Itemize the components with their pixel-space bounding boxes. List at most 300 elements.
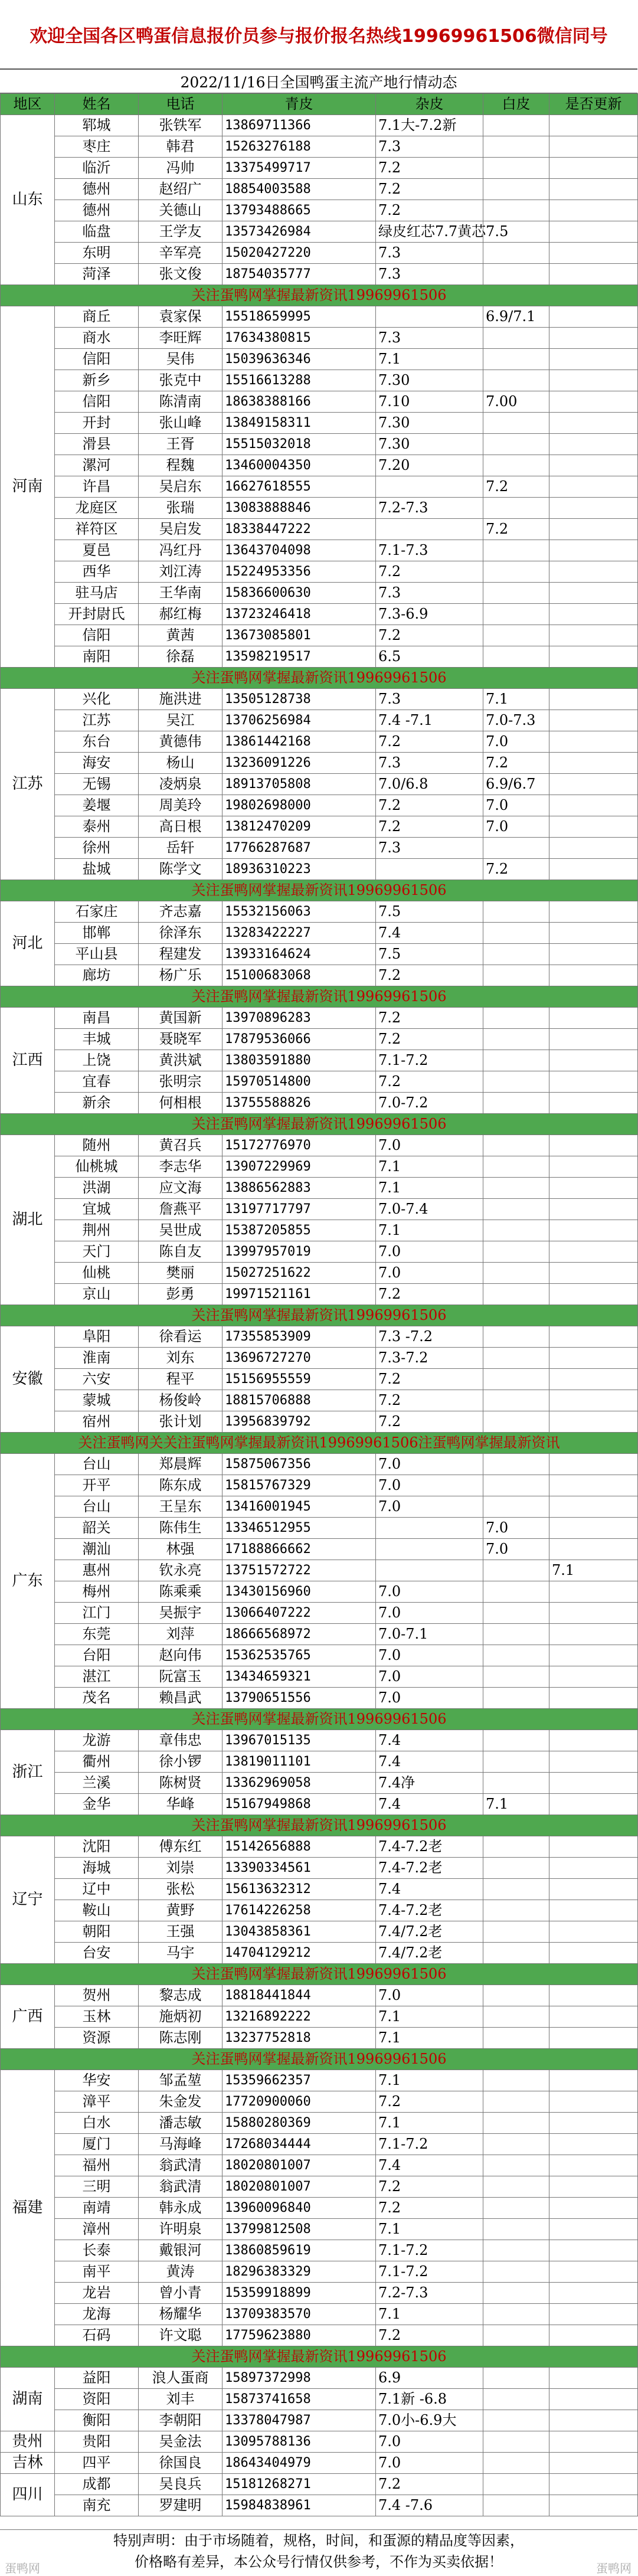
city-cell: 上饶 <box>55 1050 139 1071</box>
white-cell <box>549 859 638 880</box>
phone-cell: 13819011101 <box>223 1751 376 1773</box>
phone-cell: 15387205855 <box>223 1220 376 1241</box>
phone-cell: 15359662357 <box>223 2070 376 2091</box>
promo-row <box>1 1114 638 1135</box>
city-cell: 仙桃城 <box>55 1156 139 1178</box>
phone-cell: 18936310223 <box>223 859 376 880</box>
name-cell: 邹孟堃 <box>139 2070 223 2091</box>
phone-cell: 18815706888 <box>223 1390 376 1411</box>
table-row <box>1 2325 638 2346</box>
name-cell: 辛军亮 <box>139 243 223 264</box>
white-cell <box>549 901 638 923</box>
phone-cell: 13849158311 <box>223 413 376 434</box>
white-cell <box>549 1284 638 1305</box>
city-cell: 惠州 <box>55 1560 139 1581</box>
green-cell: 7.0小-6.9大 <box>376 2410 483 2431</box>
city-cell: 驻马店 <box>55 583 139 604</box>
green-cell: 7.0 <box>376 2453 483 2474</box>
region-cell: 福建 <box>1 2070 55 2346</box>
city-cell: 盐城 <box>55 859 139 880</box>
green-cell: 7.1-7.3 <box>376 540 483 561</box>
table-row <box>1 1029 638 1050</box>
white-cell <box>549 1539 638 1560</box>
mixed-cell <box>483 604 549 625</box>
city-cell: 许昌 <box>55 476 139 498</box>
name-cell: 刘江涛 <box>139 561 223 583</box>
mixed-cell <box>483 2091 549 2113</box>
white-cell <box>549 306 638 328</box>
phone-cell: 13434659321 <box>223 1666 376 1688</box>
city-cell: 资阳 <box>55 2389 139 2410</box>
white-cell <box>549 1135 638 1156</box>
white-cell <box>549 731 638 753</box>
disclaimer-line-1: 特别声明：由于市场随着，规格，时间，和蛋源的精品度等因素， <box>113 2532 524 2549</box>
green-cell: 7.5 <box>376 901 483 923</box>
name-cell: 袁家保 <box>139 306 223 328</box>
mixed-cell <box>483 646 549 668</box>
white-cell <box>549 1008 638 1029</box>
phone-cell: 13378047987 <box>223 2410 376 2431</box>
phone-cell: 17879536066 <box>223 1029 376 1050</box>
green-cell: 7.4 <box>376 923 483 944</box>
city-cell: 郓城 <box>55 115 139 136</box>
promo-text: 关注蛋鸭网掌握最新资讯19969961506 <box>1 1709 638 1730</box>
white-cell <box>549 1794 638 1815</box>
phone-cell: 17268034444 <box>223 2134 376 2155</box>
name-cell: 陈乘乘 <box>139 1581 223 1603</box>
name-cell: 李志华 <box>139 1156 223 1178</box>
city-cell: 阜阳 <box>55 1326 139 1348</box>
name-cell: 吴金法 <box>139 2431 223 2453</box>
name-cell: 钦永亮 <box>139 1560 223 1581</box>
table-row <box>1 774 638 795</box>
name-cell: 张瑞 <box>139 498 223 519</box>
green-cell: 7.5 <box>376 944 483 965</box>
white-cell <box>549 2240 638 2261</box>
table-row <box>1 2304 638 2325</box>
mixed-cell <box>483 1241 549 1263</box>
phone-cell: 13970896283 <box>223 1008 376 1029</box>
white-cell <box>549 2325 638 2346</box>
white-cell <box>549 2155 638 2176</box>
mixed-cell: 7.0-7.3 <box>483 710 549 731</box>
green-cell: 7.1 <box>376 1156 483 1178</box>
table-row <box>1 901 638 923</box>
white-cell <box>549 1178 638 1199</box>
green-cell: 7.4-7.2老 <box>376 1900 483 1921</box>
city-cell: 东明 <box>55 243 139 264</box>
white-cell <box>549 1241 638 1263</box>
mixed-cell <box>483 561 549 583</box>
white-cell <box>549 476 638 498</box>
white-cell <box>549 2113 638 2134</box>
table-row <box>1 1858 638 1879</box>
name-cell: 李旺辉 <box>139 328 223 349</box>
green-cell: 7.1-7.2 <box>376 1050 483 1071</box>
white-cell <box>549 1943 638 1964</box>
city-cell: 漳州 <box>55 2219 139 2240</box>
table-row <box>1 1178 638 1199</box>
table-row <box>1 1645 638 1666</box>
white-cell <box>549 391 638 413</box>
region-cell: 贵州 <box>1 2431 55 2453</box>
green-cell: 7.2 <box>376 1369 483 1390</box>
green-cell: 7.0 <box>376 1475 483 1496</box>
promo-text: 关注蛋鸭网掌握最新资讯19969961506 <box>1 1305 638 1326</box>
city-cell: 洪湖 <box>55 1178 139 1199</box>
green-cell: 7.2 <box>376 179 483 200</box>
name-cell: 彭勇 <box>139 1284 223 1305</box>
table-row <box>1 1751 638 1773</box>
mixed-cell <box>483 1879 549 1900</box>
green-cell: 7.4 <box>376 1751 483 1773</box>
mixed-cell <box>483 349 549 370</box>
white-cell <box>549 1624 638 1645</box>
white-cell <box>549 221 638 243</box>
white-cell <box>549 264 638 285</box>
table-row <box>1 179 638 200</box>
name-cell: 程魏 <box>139 455 223 476</box>
city-cell: 龙岩 <box>55 2283 139 2304</box>
phone-cell: 18296383329 <box>223 2261 376 2283</box>
table-row <box>1 2474 638 2495</box>
table-row <box>1 1454 638 1475</box>
white-cell <box>549 1645 638 1666</box>
white-cell <box>549 158 638 179</box>
table-row <box>1 2431 638 2453</box>
region-cell: 吉林 <box>1 2453 55 2474</box>
white-cell <box>549 136 638 158</box>
city-cell: 金华 <box>55 1794 139 1815</box>
green-cell: 7.0 <box>376 1985 483 2006</box>
phone-cell: 17188866662 <box>223 1539 376 1560</box>
mixed-cell <box>483 2410 549 2431</box>
table-row <box>1 2070 638 2091</box>
phone-cell: 18666568972 <box>223 1624 376 1645</box>
phone-cell: 15020427220 <box>223 243 376 264</box>
white-cell <box>549 646 638 668</box>
green-cell: 7.2 <box>376 625 483 646</box>
phone-cell: 15172776970 <box>223 1135 376 1156</box>
table-row <box>1 1411 638 1433</box>
name-cell: 樊丽 <box>139 1263 223 1284</box>
city-cell: 龙海 <box>55 2304 139 2325</box>
mixed-cell <box>483 2028 549 2049</box>
city-cell: 湛江 <box>55 1666 139 1688</box>
white-cell <box>549 1390 638 1411</box>
table-row <box>1 838 638 859</box>
city-cell: 徐州 <box>55 838 139 859</box>
green-cell: 7.0 <box>376 1241 483 1263</box>
phone-cell: 19802698000 <box>223 795 376 816</box>
green-cell: 7.10 <box>376 391 483 413</box>
name-cell: 郑晨辉 <box>139 1454 223 1475</box>
mixed-cell <box>483 944 549 965</box>
phone-cell: 18854003588 <box>223 179 376 200</box>
name-cell: 华峰 <box>139 1794 223 1815</box>
green-cell: 7.2 <box>376 2198 483 2219</box>
green-cell: 7.3 <box>376 838 483 859</box>
table-row <box>1 200 638 221</box>
table-row <box>1 1943 638 1964</box>
mixed-cell <box>483 2389 549 2410</box>
mixed-cell <box>483 923 549 944</box>
mixed-cell <box>483 1751 549 1773</box>
mixed-cell <box>483 1008 549 1029</box>
name-cell: 赖昌武 <box>139 1688 223 1709</box>
table-row <box>1 1560 638 1581</box>
city-cell: 海城 <box>55 1858 139 1879</box>
table-row <box>1 1879 638 1900</box>
name-cell: 冯红丹 <box>139 540 223 561</box>
mixed-cell <box>483 434 549 455</box>
green-cell: 7.30 <box>376 413 483 434</box>
city-cell: 茂名 <box>55 1688 139 1709</box>
mixed-cell <box>483 2368 549 2389</box>
mixed-cell <box>483 328 549 349</box>
mixed-cell <box>483 158 549 179</box>
table-row <box>1 136 638 158</box>
table-row <box>1 243 638 264</box>
mixed-cell: 6.9/6.7 <box>483 774 549 795</box>
phone-cell: 17759623880 <box>223 2325 376 2346</box>
phone-cell: 15532156063 <box>223 901 376 923</box>
table-row <box>1 2091 638 2113</box>
name-cell: 杨耀华 <box>139 2304 223 2325</box>
table-row <box>1 455 638 476</box>
phone-cell: 13860859619 <box>223 2240 376 2261</box>
green-cell: 7.2 <box>376 1390 483 1411</box>
promo-text: 关注蛋鸭网掌握最新资讯19969961506 <box>1 1114 638 1135</box>
green-cell: 7.1 <box>376 2070 483 2091</box>
phone-cell: 14704129212 <box>223 1943 376 1964</box>
white-cell <box>549 1199 638 1220</box>
name-cell: 徐看运 <box>139 1326 223 1348</box>
green-cell: 7.0 <box>376 1688 483 1709</box>
promo-row <box>1 880 638 901</box>
table-row <box>1 115 638 136</box>
green-cell: 7.2 <box>376 561 483 583</box>
white-cell <box>549 838 638 859</box>
table-row <box>1 2368 638 2389</box>
green-cell <box>376 859 483 880</box>
name-cell: 吴启东 <box>139 476 223 498</box>
city-cell: 姜堰 <box>55 795 139 816</box>
region-cell: 辽宁 <box>1 1836 55 1964</box>
table-row <box>1 519 638 540</box>
table-row <box>1 731 638 753</box>
city-cell: 台安 <box>55 1943 139 1964</box>
city-cell: 厦门 <box>55 2134 139 2155</box>
mixed-cell <box>483 1666 549 1688</box>
phone-cell: 13066407222 <box>223 1603 376 1624</box>
name-cell: 黄国新 <box>139 1008 223 1029</box>
name-cell: 章伟忠 <box>139 1730 223 1751</box>
green-cell: 7.3 <box>376 136 483 158</box>
table-row <box>1 561 638 583</box>
table-row <box>1 1518 638 1539</box>
city-cell: 台山 <box>55 1496 139 1518</box>
name-cell: 许明泉 <box>139 2219 223 2240</box>
green-cell: 7.0 <box>376 1603 483 1624</box>
phone-cell: 13956839792 <box>223 1411 376 1433</box>
white-cell <box>549 179 638 200</box>
region-cell: 四川 <box>1 2474 55 2516</box>
mixed-cell <box>483 1773 549 1794</box>
name-cell: 翁武清 <box>139 2176 223 2198</box>
table-row <box>1 1008 638 1029</box>
name-cell: 凌炳泉 <box>139 774 223 795</box>
mixed-cell <box>483 2070 549 2091</box>
green-cell <box>376 519 483 540</box>
name-cell: 陈东成 <box>139 1475 223 1496</box>
green-cell: 7.0 <box>376 1496 483 1518</box>
mixed-cell: 7.00 <box>483 391 549 413</box>
phone-cell: 17720900060 <box>223 2091 376 2113</box>
city-cell: 新余 <box>55 1093 139 1114</box>
table-row <box>1 1603 638 1624</box>
phone-cell: 13793488665 <box>223 200 376 221</box>
name-cell: 周美玲 <box>139 795 223 816</box>
city-cell: 平山县 <box>55 944 139 965</box>
white-cell <box>549 2283 638 2304</box>
promo-row <box>1 1709 638 1730</box>
phone-cell: 13812470209 <box>223 816 376 838</box>
white-cell <box>549 413 638 434</box>
table-row <box>1 795 638 816</box>
name-cell: 张计划 <box>139 1411 223 1433</box>
green-cell: 7.2 <box>376 731 483 753</box>
table-row <box>1 476 638 498</box>
phone-cell: 15027251622 <box>223 1263 376 1284</box>
name-cell: 王华南 <box>139 583 223 604</box>
phone-cell: 13696727270 <box>223 1348 376 1369</box>
phone-cell: 15515032018 <box>223 434 376 455</box>
name-cell: 傅东红 <box>139 1836 223 1858</box>
name-cell: 罗建明 <box>139 2495 223 2516</box>
white-cell <box>549 2389 638 2410</box>
table-row <box>1 1688 638 1709</box>
city-cell: 潮汕 <box>55 1539 139 1560</box>
white-cell <box>549 1921 638 1943</box>
phone-cell: 18818441844 <box>223 1985 376 2006</box>
name-cell: 吴振宇 <box>139 1603 223 1624</box>
name-cell: 张铁军 <box>139 115 223 136</box>
white-cell <box>549 2453 638 2474</box>
white-cell <box>549 795 638 816</box>
phone-cell: 13197717797 <box>223 1199 376 1220</box>
name-cell: 刘东 <box>139 1348 223 1369</box>
table-row <box>1 2028 638 2049</box>
green-cell: 7.2 <box>376 1008 483 1029</box>
mixed-cell <box>483 1029 549 1050</box>
green-cell: 7.2 <box>376 1284 483 1305</box>
white-cell <box>549 2304 638 2325</box>
phone-cell: 13237752818 <box>223 2028 376 2049</box>
city-cell: 宜城 <box>55 1199 139 1220</box>
mixed-cell <box>483 1688 549 1709</box>
mixed-cell: 7.0 <box>483 795 549 816</box>
name-cell: 朱金发 <box>139 2091 223 2113</box>
white-cell <box>549 965 638 986</box>
mixed-cell <box>483 1411 549 1433</box>
white-cell <box>549 944 638 965</box>
white-cell <box>549 1985 638 2006</box>
green-cell: 7.0 <box>376 1581 483 1603</box>
city-cell: 泰州 <box>55 816 139 838</box>
city-cell: 三明 <box>55 2176 139 2198</box>
table-row <box>1 944 638 965</box>
table-row <box>1 1050 638 1071</box>
city-cell: 夏邑 <box>55 540 139 561</box>
phone-cell: 13216892222 <box>223 2006 376 2028</box>
city-cell: 仙桃 <box>55 1263 139 1284</box>
mixed-cell <box>483 1050 549 1071</box>
green-cell: 7.3-7.2 <box>376 1348 483 1369</box>
table-row <box>1 1390 638 1411</box>
table-row <box>1 1496 638 1518</box>
mixed-cell <box>483 583 549 604</box>
city-cell: 海安 <box>55 753 139 774</box>
green-cell: 7.0-7.2 <box>376 1093 483 1114</box>
table-row <box>1 391 638 413</box>
white-cell <box>549 2028 638 2049</box>
mixed-cell <box>483 2474 549 2495</box>
mixed-cell <box>483 2176 549 2198</box>
mixed-cell <box>483 2304 549 2325</box>
white-cell <box>549 328 638 349</box>
white-cell <box>549 540 638 561</box>
city-cell: 东莞 <box>55 1624 139 1645</box>
name-cell: 黎志成 <box>139 1985 223 2006</box>
table-row <box>1 2389 638 2410</box>
name-cell: 吴伟 <box>139 349 223 370</box>
white-cell <box>549 1093 638 1114</box>
green-cell: 7.2 <box>376 158 483 179</box>
mixed-cell <box>483 1390 549 1411</box>
table-row <box>1 604 638 625</box>
promo-row <box>1 668 638 689</box>
name-cell: 韩永成 <box>139 2198 223 2219</box>
region-cell: 湖北 <box>1 1135 55 1305</box>
mixed-cell <box>483 1263 549 1284</box>
table-row <box>1 1794 638 1815</box>
city-cell: 白水 <box>55 2113 139 2134</box>
white-cell <box>549 1369 638 1390</box>
banner-title: 欢迎全国各区鸭蛋信息报价员参与报价报名热线19969961506微信同号 <box>0 0 637 70</box>
table-row <box>1 2283 638 2304</box>
city-cell: 信阳 <box>55 391 139 413</box>
city-cell: 临盘 <box>55 221 139 243</box>
mixed-cell <box>483 1093 549 1114</box>
phone-cell: 13803591880 <box>223 1050 376 1071</box>
promo-row <box>1 2346 638 2368</box>
mixed-cell <box>483 1496 549 1518</box>
green-cell: 7.3-6.9 <box>376 604 483 625</box>
name-cell: 高日根 <box>139 816 223 838</box>
name-cell: 许文聪 <box>139 2325 223 2346</box>
city-cell: 成都 <box>55 2474 139 2495</box>
name-cell: 何相根 <box>139 1093 223 1114</box>
city-cell: 菏泽 <box>55 264 139 285</box>
table-row <box>1 625 638 646</box>
green-cell: 7.4 <box>376 1794 483 1815</box>
disclaimer-line-2: 价格略有差异，本公众号行情仅供参考，不作为买卖依据！ <box>135 2554 503 2570</box>
phone-cell: 16627618555 <box>223 476 376 498</box>
green-cell: 7.1 <box>376 349 483 370</box>
name-cell: 徐国良 <box>139 2453 223 2474</box>
phone-cell: 13346512955 <box>223 1518 376 1539</box>
